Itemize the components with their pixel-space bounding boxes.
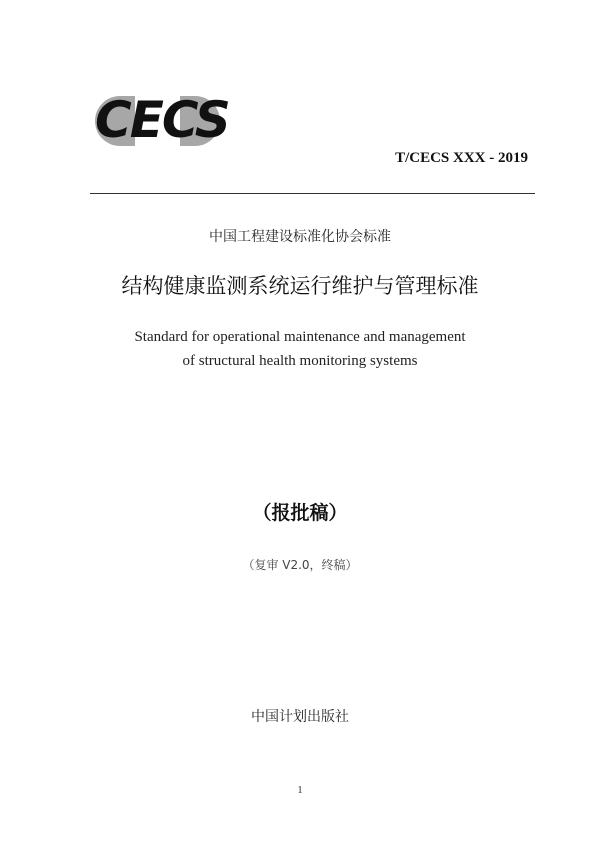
header-divider (90, 193, 535, 194)
page-number: 1 (297, 784, 303, 796)
title-english-line-1: Standard for operational maintenance and management (134, 329, 466, 345)
publisher-name: 中国计划出版社 (251, 709, 349, 725)
title-chinese: 结构健康监测系统运行维护与管理标准 (121, 274, 479, 298)
title-english (0, 325, 600, 373)
standard-code: T/CECS XXX - 2019 (395, 150, 528, 166)
logo-text: CECS (95, 91, 229, 149)
draft-status: （报批稿） (252, 502, 348, 524)
association-name: 中国工程建设标准化协会标准 (209, 229, 391, 245)
review-note: （复审 V2.0，终稿） (242, 558, 358, 572)
title-english-line-2: of structural health monitoring systems (182, 353, 418, 369)
cecs-logo (95, 88, 229, 153)
